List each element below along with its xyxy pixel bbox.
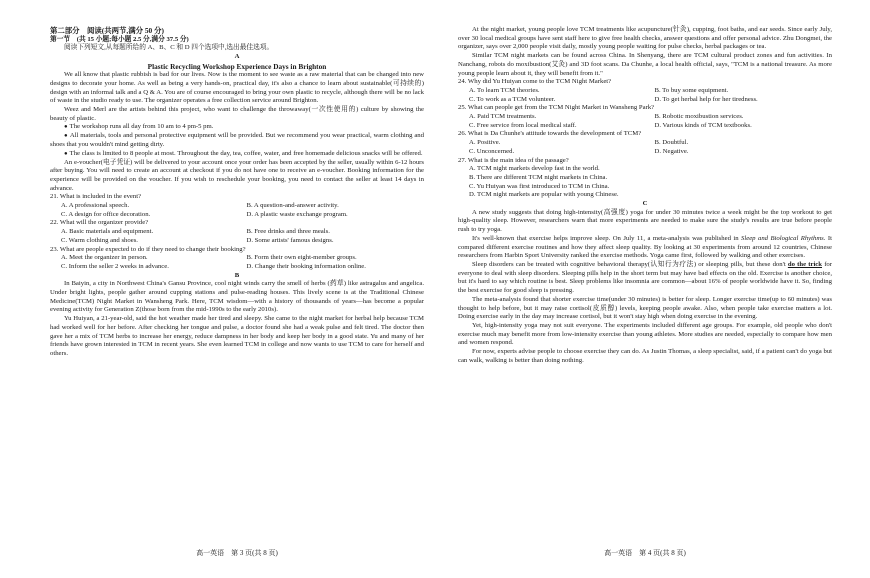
passage-c-paragraph-1: A new study suggests that doing high-intensity(高强度) yoga for under 30 minutes twice a week might be the top workout to get high-quality sleep. However, researchers warn that more experiments are needed to make sure the study's results are true before people rush to try yoga. [458, 208, 832, 234]
journal-title: Sleep and Biological Rhythms [741, 234, 824, 242]
page-4-footer: 高一英语 第 4 页(共 8 页) [604, 549, 686, 557]
option-a: A. Positive. [469, 139, 501, 147]
option-d: D. TCM night markets are popular with young Chinese. [469, 191, 619, 199]
question-26 [458, 130, 832, 156]
question-21 [50, 193, 424, 219]
passage-c-paragraph-3: Sleep disorders can be treated with cognitive behavioral therapy(认知行为疗法) or sleeping pills, but these don't do the trick for everyone to deal with sleep disorders. Sleeping pills help in the short term but may have bad effects on the old. Exercise is another choice, but it's hard to say which routine is best. Sleep problems like insomnia are common—about 16% of people worldwide have it. So, finding the best exercise for good sleep is pressing. [458, 260, 832, 295]
question-21-stem: 21. What is included in the event? [50, 193, 142, 201]
option-b: B. To buy some equipment. [654, 86, 729, 94]
exam-page-3 [50, 0, 424, 578]
option-a: A. Meet the organizer in person. [61, 254, 148, 262]
passage-a-bullet-3: ● The class is limited to 8 people at most. Throughout the day, tea, coffee, water, and free homemade delicious snacks will be offered. [50, 150, 424, 159]
question-21-options [50, 202, 424, 219]
option-c: C. Unconcerned. [469, 147, 515, 155]
option-d: D. A plastic waste exchange program. [246, 210, 348, 218]
passage-b-paragraph-2: Yu Huiyan, a 21-year-old, said the hot weather made her tired and sleepy. She came to the night market for herbal help because TCM had worked well for her before. After checking her tongue and pulse, a doctor found she had a weak pulse and felt tired. The doctor then gave her a mix of TCM herbs to increase her energy, reduce dampness in her body and keep her body in a good state. Yu and many of her friends have grown interested in TCM in recent years. She even learned TCM in college and now wants to use TCM to care for herself and others. [50, 315, 424, 357]
passage-c-paragraph-6: For now, experts advise people to choose exercise they can do. As Justin Thomas, a sleep specialist, said, if a patient can't do yoga but can walk, walking is better than doing nothing. [458, 348, 832, 364]
option-b: B. A question-and-answer activity. [246, 202, 339, 210]
option-c: C. Free service from local medical staff. [469, 121, 577, 129]
passage-c-letter: C [642, 200, 648, 208]
question-25-stem: 25. What can people get from the TCM Night Market in Wansheng Park? [458, 104, 655, 112]
passage-a-paragraph-1: We all know that plastic rubbish is bad for our lives. Now is the moment to see waste as a raw material that can be changed into new designs to decorate your home. As well as being a very hands-on, practical day, it's also a chance to learn about sustainable(可持续的) design with an informal talk and a Q & A. You are of course encouraged to bring your own plastic to recycle, although there will be no lack of waste in the studio ready to use. The organizer operates a free collection service around Brighton. [50, 71, 424, 105]
option-a: A. To learn TCM theories. [469, 86, 540, 94]
exam-page-4 [458, 0, 832, 578]
question-25-options [458, 113, 832, 130]
option-d: D. Various kinds of TCM textbooks. [654, 121, 752, 129]
passage-a-title: Plastic Recycling Workshop Experience Days in Brighton [147, 61, 327, 71]
option-c: C. Yu Huiyan was first introduced to TCM in China. [469, 182, 610, 190]
question-24-options [458, 87, 832, 104]
option-a: A. Paid TCM treatments. [469, 113, 537, 121]
option-a: A. A professional speech. [61, 202, 130, 210]
option-a: A. Basic materials and equipment. [61, 228, 154, 236]
passage-b-letter: B [234, 271, 240, 279]
instructions: 阅读下列短文,从每题所给的 A、B、C 和 D 四个选项中,选出最佳选项。 [64, 44, 274, 52]
question-22-stem: 22. What will the organizer provide? [50, 219, 149, 227]
passage-a-paragraph-2: Weez and Merl are the artists behind this project, who want to challenge the throwaway(一次性使用的) culture by showing the beauty of plastic. [50, 106, 424, 122]
passage-a-bullet-1: ● The workshop runs all day from 10 am to 4 pm-5 pm. [50, 123, 424, 132]
question-26-stem: 26. What is Da Chunhe's attitude towards the development of TCM? [458, 130, 642, 138]
option-b: B. Form their own eight-member groups. [246, 254, 357, 262]
passage-a-letter: A [234, 53, 240, 61]
option-b: B. There are different TCM night markets in China. [469, 173, 608, 181]
question-27-options [458, 165, 832, 200]
passage-c-paragraph-5: Yet, high-intensity yoga may not suit everyone. The experiments included different age groups. For example, old people who don't exercise much may benefit more from low-intensity exercise than young athletes. More studies are needed, especially to compare how men and women respond. [458, 321, 832, 347]
section-header: 第二部分 阅读(共两节,满分 50 分) [50, 26, 164, 35]
question-27 [458, 157, 832, 201]
option-c: C. A design for office decoration. [61, 210, 151, 218]
passage-b-paragraph-3: At the night market, young people love TCM treatments like acupuncture(针灸), cupping, foot baths, and ear seeds. Since early July, over 30 local medical groups have sent staff here to give free health checks, answer questions and offer personal advice. Zhu Dongmei, the organizer, says over 2,000 people visit daily, mostly young people waiting for pulse checks, herbal packages or tea. [458, 26, 832, 51]
question-27-stem: 27. What is the main idea of the passage? [458, 156, 569, 164]
question-25 [458, 104, 832, 130]
option-a: A. TCM night markets develop fast in the world. [469, 165, 600, 173]
option-c: C. To work as a TCM volunteer. [469, 95, 556, 103]
option-d: D. Some artists' famous designs. [246, 236, 334, 244]
page-4-column [458, 26, 832, 365]
passage-a-paragraph-3: An e-voucher(电子凭证) will be delivered to your account once your order has been accepted by the seller, usually within 6-12 hours after buying. You will need to create an account at checkout if you do not have one to receive an e-voucher. Booking information for the experience will be provided on the voucher. If you wish to reschedule your booking, you need to contact the seller at least 14 days in advance. [50, 158, 424, 192]
question-23-options [50, 254, 424, 271]
question-23-stem: 23. What are people expected to do if they need to change their booking? [50, 245, 246, 253]
passage-c-paragraph-4: The meta-analysis found that shorter exercise time(under 30 minutes) is better for sleep. Longer exercise time(up to 60 minutes) was thought to help before, but it may raise cortisol(皮质醇) levels, keeping people awake. Also, when people take exercise matters a lot. Doing exercise early in the day may increase cortisol, but it won't stay high when doing exercise in the evening. [458, 295, 832, 321]
passage-c-paragraph-2: It's well-known that exercise helps improve sleep. On July 11, a meta-analysis was published in Sleep and Biological Rhythms. It compared different exercise routines and how they affect sleep quality. By looking at 30 experiments from around 12 countries, Chinese researchers from Harbin Sport University ranked the exercise methods. Yoga came first, followed by walking and other exercises. [458, 234, 832, 260]
option-d: D. Negative. [654, 147, 689, 155]
question-22 [50, 219, 424, 245]
underlined-phrase: do the trick [787, 260, 822, 268]
option-c: C. Inform the seller 2 weeks in advance. [61, 262, 169, 270]
subsection-header: 第一节 (共 15 小题;每小题 2.5 分,满分 37.5 分) [50, 35, 189, 43]
option-b: B. Doubtful. [654, 139, 689, 147]
option-d: D. To get herbal help for her tiredness. [654, 95, 758, 103]
option-b: B. Free drinks and three meals. [246, 228, 330, 236]
passage-b-paragraph-4: Similar TCM night markets can be found across China. In Shenyang, there are TCM cultural product zones and fun activities. In Nanchang, robots do moxibustion(艾灸) and 3D foot scans. Da Chunhe, a local health official, says, "TCM is a national treasure. As more young people learn about it, they will benefit from it." [458, 52, 832, 77]
passage-b-paragraph-1: In Baiyin, a city in Northwest China's Gansu Province, cool night winds carry the smell of herbs (药草) like astragalus and angelica. Under bright lights, people gather around cupping stations and pulse-reading houses. This lively scene is at the Traditional Chinese Medicine(TCM) Night Market in Wansheng Park. Here, TCM wisdom—with a history of thousands of years—has become a popular evening activity for Generation Z(those born from the mid-1990s to the early 2010s). [50, 280, 424, 314]
question-24 [458, 78, 832, 104]
question-23 [50, 246, 424, 272]
page-3-column [50, 26, 424, 359]
question-24-stem: 24. Why did Yu Huiyan come to the TCM Night Market? [458, 78, 612, 86]
question-26-options [458, 139, 832, 156]
option-b: B. Robotic moxibustion services. [654, 113, 744, 121]
passage-a-bullet-2: ● All materials, tools and personal protective equipment will be provided. But we recommend you wear practical, warm clothing and shoes that you wouldn't mind getting dirty. [50, 132, 424, 150]
page-3-footer: 高一英语 第 3 页(共 8 页) [196, 549, 278, 557]
option-c: C. Warm clothing and shoes. [61, 236, 138, 244]
option-d: D. Change their booking information online. [246, 262, 366, 270]
question-22-options [50, 228, 424, 245]
